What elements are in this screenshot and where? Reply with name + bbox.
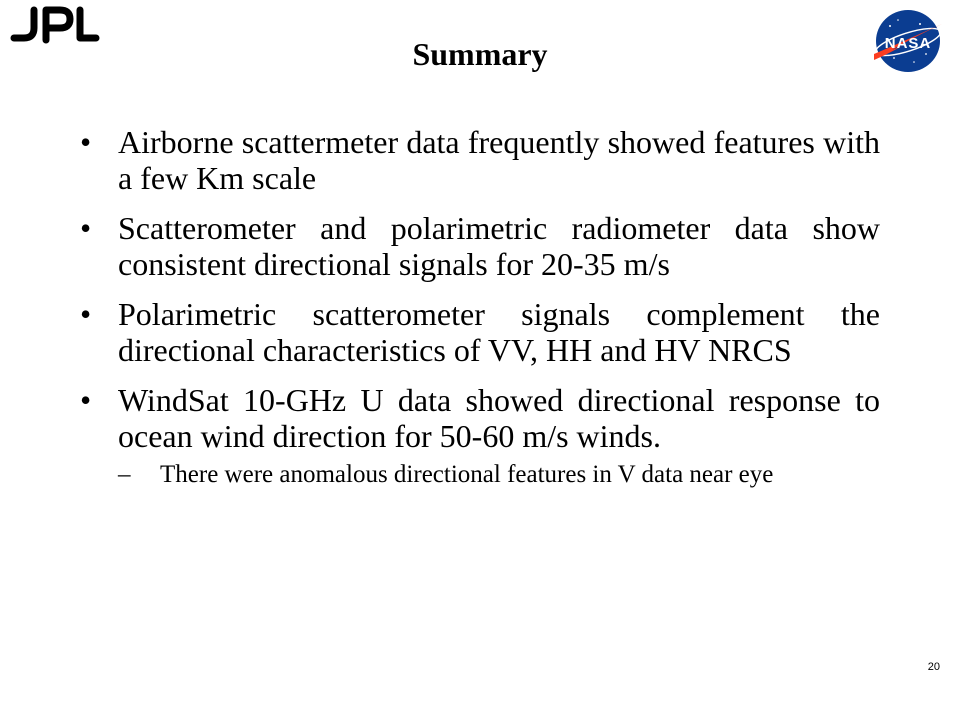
bullet-marker: • <box>80 382 92 418</box>
sub-bullet-list <box>118 460 880 490</box>
bullet-text: Airborne scattermeter data frequently showed features with a few Km scale <box>118 124 880 196</box>
bullet-text: WindSat 10-GHz U data showed directional response to ocean wind direction for 50-60 m/s winds. <box>118 382 880 454</box>
bullet-item <box>80 124 880 196</box>
bullet-text: Polarimetric scatterometer signals complement the directional characteristics of VV, HH and HV NRCS <box>118 296 880 368</box>
sub-bullet-item <box>118 460 880 490</box>
bullet-list <box>80 124 880 504</box>
page-number: 20 <box>927 661 940 673</box>
sub-bullet-marker: – <box>118 461 131 488</box>
svg-text:NASA: NASA <box>884 35 932 52</box>
slide-title: Summary <box>412 36 548 72</box>
sub-bullet-text: There were anomalous directional features in V data near eye <box>160 461 774 488</box>
bullet-marker: • <box>80 210 92 246</box>
bullet-item <box>80 296 880 368</box>
bullet-text: Scatterometer and polarimetric radiometer data show consistent directional signals for 20-35 m/s <box>118 210 880 282</box>
bullet-marker: • <box>80 296 92 332</box>
bullet-item <box>80 382 880 490</box>
bullet-item <box>80 210 880 282</box>
bullet-marker: • <box>80 124 92 160</box>
